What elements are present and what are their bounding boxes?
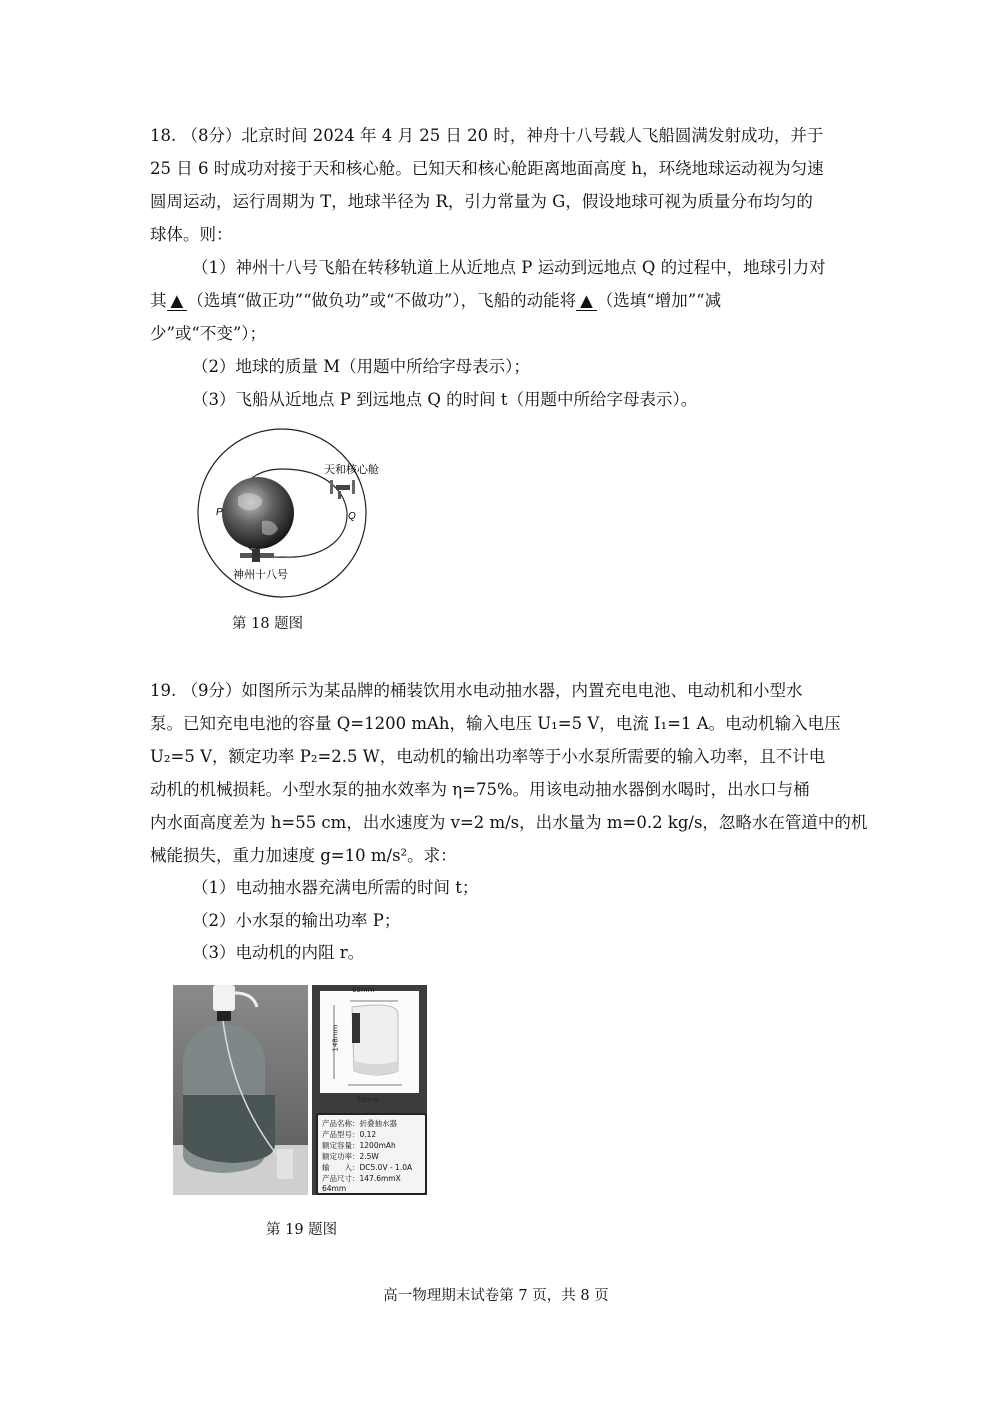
- q19-line-2: 泵。已知充电电池的容量 Q=1200 mAh，输入电压 U₁=5 V，电流 I₁=1 A。电动机输入电压: [150, 714, 841, 733]
- product-spec-panel: [312, 985, 427, 1195]
- q18-part3: （3）飞船从近地点 P 到远地点 Q 的时间 t（用题中所给字母表示）。: [192, 390, 698, 409]
- station-label: 天和核心舱: [324, 464, 379, 476]
- q18-part2: （2）地球的质量 M（用题中所给字母表示）；: [192, 357, 530, 376]
- water-bottle-icon: [173, 985, 308, 1195]
- dimension-height: 148mm: [331, 1024, 340, 1052]
- point-p-label: P: [216, 507, 223, 518]
- q18-line-3: 圆周运动，运行周期为 T，地球半径为 R，引力常量为 G，假设地球可视为质量分布均匀的: [150, 192, 813, 211]
- q19-part2: （2）小水泵的输出功率 P；: [192, 911, 401, 930]
- q18-part1-text-b: （选填“做正功”“做负功”或“不做功”），飞船的动能将: [187, 291, 577, 310]
- figure-19-caption: 第 19 题图: [266, 1222, 338, 1238]
- point-q-label: Q: [348, 511, 356, 522]
- ship-label: 神州十八号: [233, 569, 288, 581]
- q19-line-1: 19. （9分）如图所示为某品牌的桶装饮用水电动抽水器，内置充电电池、电动机和小型水: [150, 681, 803, 700]
- spec-line-3: 额定容量：1200mAh: [322, 1141, 396, 1150]
- spec-card: [316, 1113, 427, 1195]
- q18-part1-line-3: 少”或“不变”）；: [150, 324, 267, 343]
- q18-line-2: 25 日 6 时成功对接于天和核心舱。已知天和核心舱距离地面高度 h，环绕地球运动视为匀速: [150, 159, 824, 178]
- answer-blank-2[interactable]: ▲: [576, 292, 597, 311]
- q19-part3: （3）电动机的内阻 r。: [192, 943, 365, 962]
- q19-line-6: 械能损失，重力加速度 g=10 m/s²。求：: [150, 846, 457, 865]
- q19-part1: （1）电动抽水器充满电所需的时间 t；: [192, 878, 479, 897]
- spaceship-icon: [240, 549, 274, 562]
- q18-part1-text-a: 其: [150, 291, 167, 310]
- dimension-width-bottom: 70mm: [356, 1096, 379, 1104]
- spec-line-6: 产品尺寸：147.6mmX 64mm: [322, 1174, 401, 1193]
- q18-part1-text-c: （选填“增加”“减: [596, 291, 722, 310]
- orbit-diagram: [178, 425, 408, 600]
- spec-line-2: 产品型号：0.12: [322, 1130, 377, 1139]
- q18-part1-line-1: （1）神州十八号飞船在转移轨道上从近地点 P 运动到远地点 Q 的过程中，地球引力对: [192, 258, 826, 277]
- q19-line-4: 动机的机械损耗。小型水泵的抽水效率为 η=75%。用该电动抽水器倒水喝时，出水口与桶: [150, 780, 810, 799]
- q18-line-4: 球体。则：: [150, 225, 233, 244]
- answer-blank-1[interactable]: ▲: [167, 292, 188, 311]
- page-footer: 高一物理期末试卷第 7 页，共 8 页: [383, 1288, 609, 1304]
- spec-line-1: 产品名称：折叠抽水器: [322, 1119, 397, 1128]
- q19-line-5: 内水面高度差为 h=55 cm，出水速度为 v=2 m/s，出水量为 m=0.2 kg/s，忽略水在管道中的机: [150, 813, 868, 832]
- q18-part1-line-2: [150, 289, 850, 313]
- figure-18-caption: 第 18 题图: [232, 616, 304, 632]
- water-dispenser-photo: [173, 985, 308, 1195]
- spec-line-4: 额定功率：2.5W: [322, 1152, 379, 1161]
- spec-line-5: 输 入：DC5.0V - 1.0A: [322, 1163, 413, 1172]
- earth: [222, 477, 294, 549]
- dimension-width-top: 65mm: [352, 986, 375, 994]
- q18-line-1: 18. （8分）北京时间 2024 年 4 月 25 日 20 时，神舟十八号载人飞船圆满发射成功，并于: [150, 126, 824, 145]
- q19-line-3: U₂=5 V，额定功率 P₂=2.5 W，电动机的输出功率等于小水泵所需要的输入功率，且不计电: [150, 747, 826, 766]
